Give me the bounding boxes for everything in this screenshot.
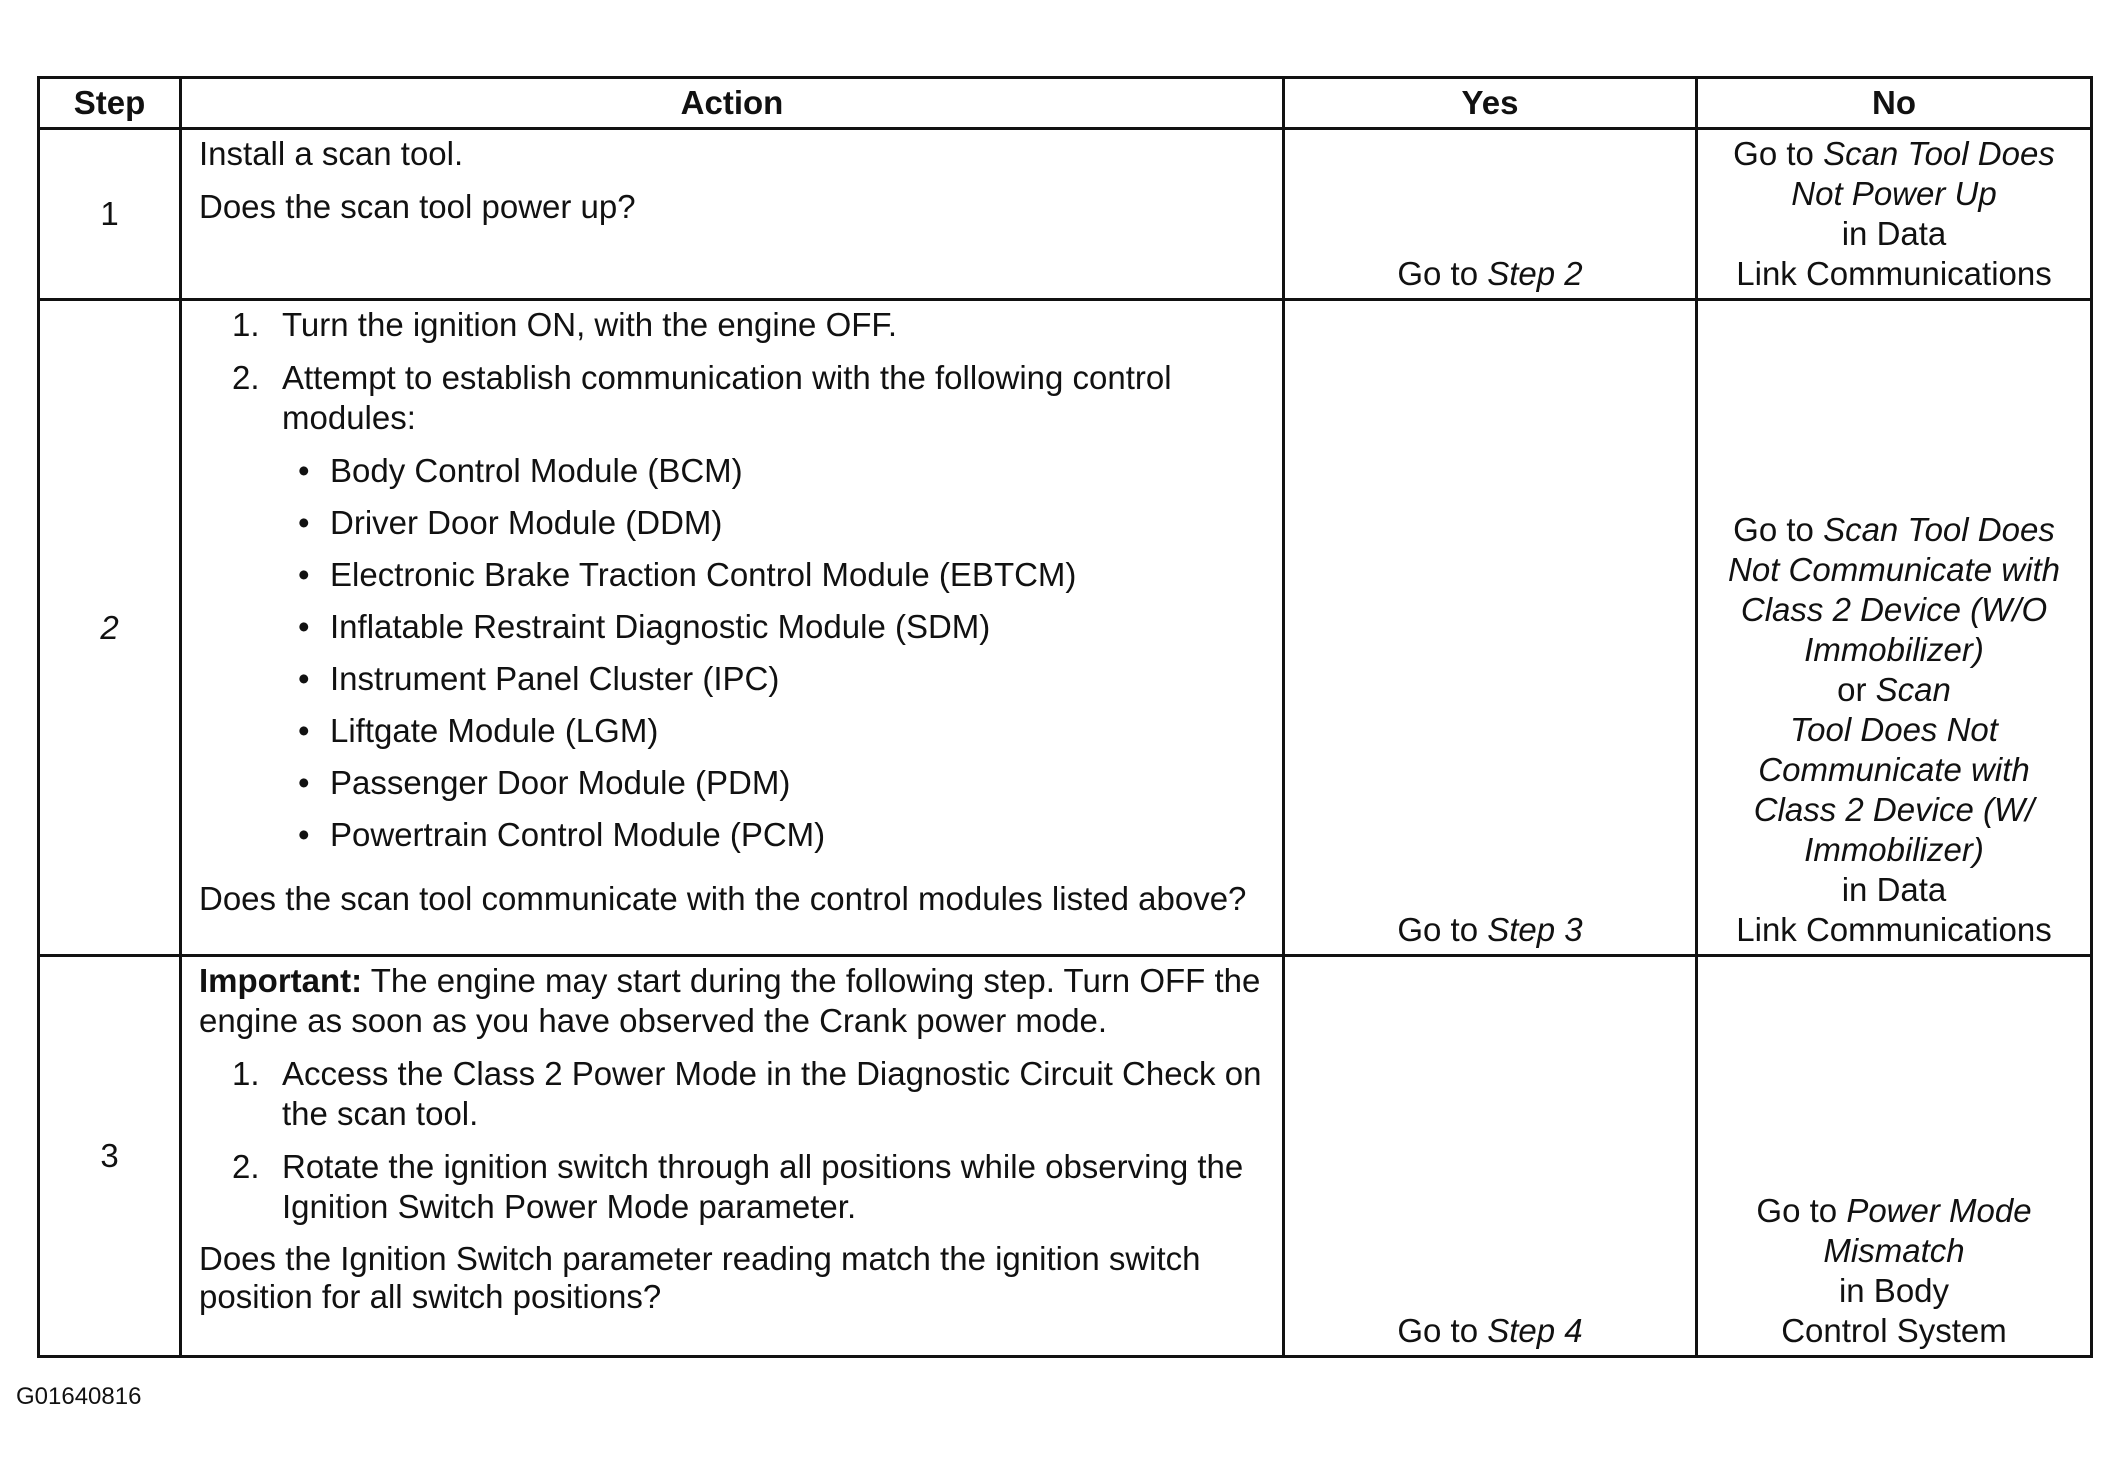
module-name: Inflatable Restraint Diagnostic Module (SDM)	[330, 608, 991, 645]
step-marker: 1.	[232, 1055, 260, 1092]
list-item	[282, 763, 1268, 803]
table-row	[39, 129, 2092, 300]
step-text: Access the Class 2 Power Mode in the Diagnostic Circuit Check on the scan tool.	[282, 1055, 1262, 1132]
bullet-icon: •	[298, 712, 310, 749]
figure-id: G01640816	[16, 1383, 142, 1410]
no-line	[1704, 134, 2084, 174]
no-link[interactable]: Scan Tool Does	[1823, 511, 2055, 548]
table-row	[39, 300, 2092, 956]
yes-prefix: Go to	[1397, 255, 1488, 292]
no-cell	[1697, 129, 2092, 300]
no-line-text: Go to	[1756, 1192, 1847, 1229]
no-link[interactable]: Scan	[1875, 671, 1951, 708]
no-link[interactable]: Power Mode	[1846, 1192, 2032, 1229]
table-row	[39, 956, 2092, 1357]
bullet-icon: •	[298, 816, 310, 853]
yes-prefix: Go to	[1397, 911, 1488, 948]
no-line	[1704, 870, 2084, 910]
no-link[interactable]: Immobilizer)	[1804, 631, 1984, 668]
no-line-text: Go to	[1733, 135, 1824, 172]
no-link[interactable]: Not Communicate with	[1728, 551, 2060, 588]
no-line	[1704, 254, 2084, 294]
no-link[interactable]: Class 2 Device (W/	[1753, 791, 2035, 828]
list-item	[282, 503, 1268, 543]
step-number: 3	[39, 956, 181, 1357]
bullet-icon: •	[298, 556, 310, 593]
list-item	[282, 555, 1268, 595]
no-line	[1704, 174, 2084, 214]
diagnostic-table	[37, 76, 2093, 1358]
important-label: Important:	[199, 962, 363, 999]
numbered-step	[199, 358, 1268, 867]
step-body	[282, 358, 1268, 867]
bullet-icon: •	[298, 608, 310, 645]
no-link[interactable]: Immobilizer)	[1804, 831, 1984, 868]
no-line	[1704, 750, 2084, 790]
no-line-text: Link Communications	[1736, 255, 2052, 292]
no-line	[1704, 710, 2084, 750]
module-name: Passenger Door Module (PDM)	[330, 764, 791, 801]
no-line-text: in Data	[1841, 871, 1947, 908]
no-line-text: Link Communications	[1736, 911, 2052, 948]
module-name: Electronic Brake Traction Control Module (EBTCM)	[330, 556, 1077, 593]
action-question: Does the Ignition Switch parameter reading match the ignition switch position for all switch positions?	[199, 1240, 1201, 1315]
yes-step-link[interactable]: Step 4	[1487, 1312, 1583, 1349]
step-number: 2	[39, 300, 181, 956]
no-cell	[1697, 956, 2092, 1357]
bullet-icon: •	[298, 504, 310, 541]
module-name: Liftgate Module (LGM)	[330, 712, 659, 749]
no-line-text: in Body	[1838, 1272, 1950, 1309]
no-cell	[1697, 300, 2092, 956]
list-item	[282, 659, 1268, 699]
bullet-icon: •	[298, 452, 310, 489]
module-name: Body Control Module (BCM)	[330, 452, 743, 489]
no-link[interactable]: Class 2 Device (W/O	[1740, 591, 2048, 628]
no-link[interactable]: Scan Tool Does	[1823, 135, 2055, 172]
step-text: Attempt to establish communication with the following control modules:	[282, 359, 1172, 436]
important-text: The engine may start during the following step. Turn OFF the engine as soon as you have observed the Crank power mode.	[199, 962, 1261, 1039]
module-name: Powertrain Control Module (PCM)	[330, 816, 826, 853]
step-marker: 2.	[232, 359, 260, 396]
no-line-text: or	[1837, 671, 1876, 708]
list-item	[282, 451, 1268, 491]
no-line-text: Control System	[1781, 1312, 2007, 1349]
list-item	[282, 815, 1268, 855]
module-list	[282, 451, 1268, 855]
yes-cell	[1284, 956, 1697, 1357]
no-line	[1704, 550, 2084, 590]
no-line	[1704, 590, 2084, 630]
header-no: No	[1697, 78, 2092, 129]
yes-prefix: Go to	[1397, 1312, 1488, 1349]
action-question: Does the scan tool power up?	[199, 188, 636, 225]
numbered-step	[199, 1054, 1268, 1134]
list-item	[282, 607, 1268, 647]
numbered-step	[199, 305, 1268, 345]
no-link[interactable]: Not Power Up	[1791, 175, 1997, 212]
no-link[interactable]: Communicate with	[1758, 751, 2030, 788]
list-item	[282, 711, 1268, 751]
numbered-steps	[199, 305, 1268, 867]
header-yes: Yes	[1284, 78, 1697, 129]
step-text: Turn the ignition ON, with the engine OFF.	[282, 306, 898, 343]
bullet-icon: •	[298, 764, 310, 801]
no-line	[1704, 630, 2084, 670]
action-question: Does the scan tool communicate with the control modules listed above?	[199, 880, 1247, 917]
header-step: Step	[39, 78, 181, 129]
no-line	[1704, 1231, 2084, 1271]
step-marker: 1.	[232, 306, 260, 343]
bullet-icon: •	[298, 660, 310, 697]
step-marker: 2.	[232, 1148, 260, 1185]
no-line	[1704, 910, 2084, 950]
no-line	[1704, 1311, 2084, 1351]
yes-cell	[1284, 300, 1697, 956]
action-cell	[181, 300, 1284, 956]
no-line-text: in Data	[1841, 215, 1947, 252]
no-line	[1704, 1191, 2084, 1231]
no-line	[1704, 670, 2084, 710]
no-line	[1704, 830, 2084, 870]
no-link[interactable]: Tool Does Not	[1790, 711, 1998, 748]
module-name: Instrument Panel Cluster (IPC)	[330, 660, 780, 697]
header-action: Action	[181, 78, 1284, 129]
yes-cell	[1284, 129, 1697, 300]
module-name: Driver Door Module (DDM)	[330, 504, 723, 541]
numbered-steps	[199, 1054, 1268, 1227]
yes-step-link[interactable]: Step 2	[1487, 255, 1583, 292]
no-line	[1704, 1271, 2084, 1311]
step-number: 1	[39, 129, 181, 300]
no-link[interactable]: Mismatch	[1823, 1232, 1965, 1269]
no-line	[1704, 510, 2084, 550]
no-line	[1704, 214, 2084, 254]
important-note	[199, 961, 1268, 1041]
numbered-step	[199, 1147, 1268, 1227]
action-cell	[181, 956, 1284, 1357]
action-text: Install a scan tool.	[199, 135, 464, 172]
no-line	[1704, 790, 2084, 830]
action-cell	[181, 129, 1284, 300]
no-line-text: Go to	[1733, 511, 1824, 548]
header-row	[39, 78, 2092, 129]
step-text: Rotate the ignition switch through all positions while observing the Ignition Switch Power Mode parameter.	[282, 1148, 1244, 1225]
yes-step-link[interactable]: Step 3	[1487, 911, 1583, 948]
